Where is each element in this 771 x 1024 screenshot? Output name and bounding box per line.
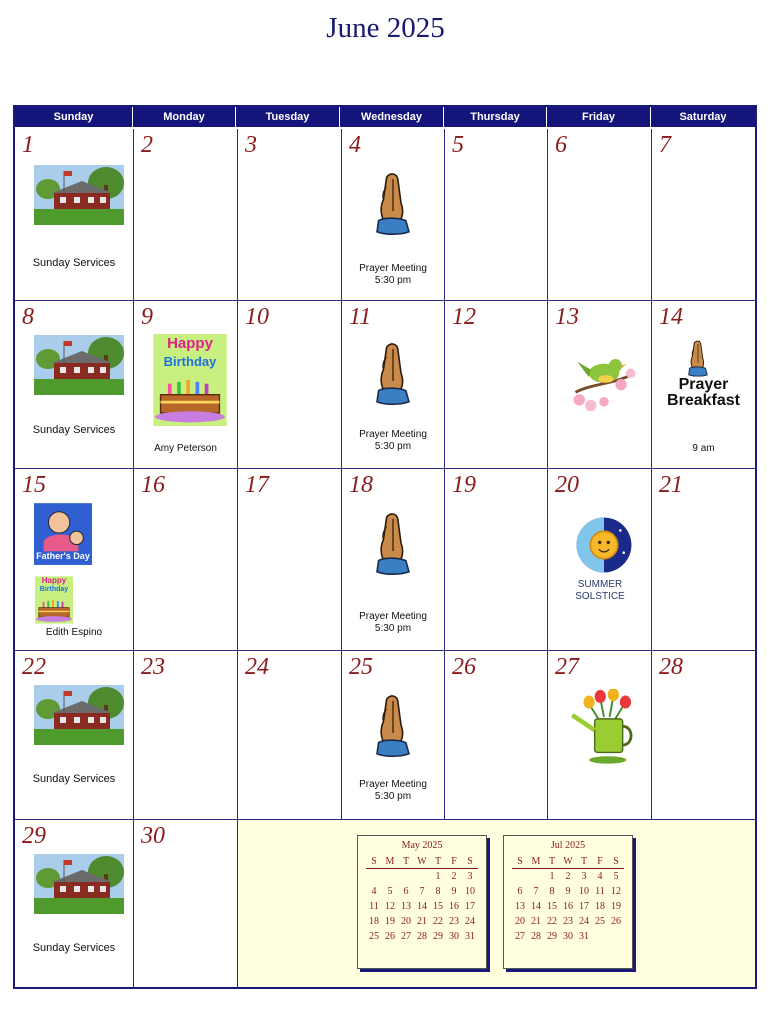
weekday-monday: Monday (133, 107, 236, 127)
mini-day: 17 (579, 901, 589, 912)
day-number: 26 (452, 654, 476, 680)
mini-day: 10 (465, 886, 475, 897)
happy-text: Happy (41, 576, 67, 585)
weekday-thursday: Thursday (444, 107, 547, 127)
mini-day: 1 (549, 871, 555, 882)
event-time: 5:30 pm (374, 275, 412, 286)
mini-day: 5 (613, 871, 619, 882)
church-photo (34, 165, 124, 225)
mini-day: 20 (401, 916, 411, 927)
mini-day (382, 869, 398, 885)
weekday-tuesday: Tuesday (236, 107, 340, 127)
day-cell-18[interactable] (342, 469, 445, 651)
event-label: Prayer Meeting (359, 611, 427, 622)
mini-day: 26 (611, 916, 621, 927)
mini-day: 12 (611, 886, 621, 897)
event-label: Sunday Services (32, 773, 116, 785)
mini-day: 14 (417, 901, 427, 912)
mini-calendar-next (503, 835, 633, 969)
day-cell-7[interactable] (652, 129, 755, 301)
praying-hands-icon (369, 167, 417, 239)
day-number: 12 (452, 304, 476, 330)
mini-day (414, 869, 430, 885)
mini-calendar-table (366, 854, 478, 944)
mini-dow: W (414, 854, 430, 869)
birthday-cake-icon (153, 334, 227, 426)
day-cell-6[interactable] (548, 129, 652, 301)
day-cell-22[interactable] (15, 651, 134, 820)
day-cell-2[interactable] (134, 129, 238, 301)
praying-hands-icon (684, 337, 712, 379)
day-number: 23 (141, 654, 165, 680)
day-cell-14[interactable] (652, 301, 755, 469)
mini-day (528, 869, 544, 885)
day-cell-15[interactable] (15, 469, 134, 651)
mini-day: 24 (465, 916, 475, 927)
day-cell-1[interactable] (15, 129, 134, 301)
praying-hands-icon (369, 689, 417, 761)
day-cell-27[interactable] (548, 651, 652, 820)
mini-dow: S (462, 854, 478, 869)
day-number: 4 (349, 132, 361, 158)
day-number: 25 (349, 654, 373, 680)
mini-day: 9 (565, 886, 571, 897)
day-cell-13[interactable] (548, 301, 652, 469)
mini-day: 6 (517, 886, 523, 897)
day-number: 11 (349, 304, 372, 330)
mini-day: 31 (579, 931, 589, 942)
day-number: 7 (659, 132, 671, 158)
mini-day: 12 (385, 901, 395, 912)
day-cell-16[interactable] (134, 469, 238, 651)
event-label: Sunday Services (32, 257, 116, 269)
day-number: 19 (452, 472, 476, 498)
day-cell-4[interactable] (342, 129, 445, 301)
mini-day (512, 869, 528, 885)
mini-dow: T (430, 854, 446, 869)
birthday-text: Birthday (163, 354, 217, 369)
mini-day: 15 (547, 901, 557, 912)
day-number: 14 (659, 304, 683, 330)
day-number: 27 (555, 654, 579, 680)
mini-day: 2 (451, 871, 457, 882)
mini-day (366, 869, 382, 885)
day-number: 13 (555, 304, 579, 330)
fathers-day-icon (34, 503, 92, 565)
fathers-day-text: Father's Day (36, 551, 90, 561)
day-number: 30 (141, 823, 165, 849)
day-cell-20[interactable] (548, 469, 652, 651)
mini-dow: M (382, 854, 398, 869)
mini-day: 30 (449, 931, 459, 942)
mini-day: 23 (563, 916, 573, 927)
day-number: 15 (22, 472, 46, 498)
day-cell-10[interactable] (238, 301, 342, 469)
day-cell-5[interactable] (445, 129, 548, 301)
day-cell-3[interactable] (238, 129, 342, 301)
mini-day: 19 (611, 901, 621, 912)
church-photo (34, 854, 124, 914)
mini-day: 3 (467, 871, 473, 882)
mini-day: 16 (449, 901, 459, 912)
day-number: 29 (22, 823, 46, 849)
mini-day: 11 (595, 886, 605, 897)
weekday-wednesday: Wednesday (340, 107, 444, 127)
mini-day: 7 (533, 886, 539, 897)
event-label: Sunday Services (32, 424, 116, 436)
mini-dow: F (592, 854, 608, 869)
mini-dow: W (560, 854, 576, 869)
mini-calendar-title: May 2025 (401, 840, 443, 851)
mini-dow: T (398, 854, 414, 869)
mini-day: 1 (435, 871, 441, 882)
mini-day: 29 (547, 931, 557, 942)
day-cell-12[interactable] (445, 301, 548, 469)
mini-day: 15 (433, 901, 443, 912)
mini-dow: M (528, 854, 544, 869)
day-number: 22 (22, 654, 46, 680)
day-cell-24[interactable] (238, 651, 342, 820)
mini-dow: F (446, 854, 462, 869)
mini-day: 8 (435, 886, 441, 897)
event-label: Prayer Meeting (359, 263, 427, 274)
summer-text: SUMMER (577, 579, 623, 590)
day-cell-30[interactable] (134, 820, 238, 987)
mini-day: 23 (449, 916, 459, 927)
mini-day: 2 (565, 871, 571, 882)
birthday-name: Amy Peterson (154, 443, 217, 454)
mini-day: 6 (403, 886, 409, 897)
mini-dow: T (576, 854, 592, 869)
mini-day: 30 (563, 931, 573, 942)
mini-day: 25 (595, 916, 605, 927)
watering-can-flowers-icon (566, 689, 642, 773)
day-cell-25[interactable] (342, 651, 445, 820)
mini-calendar-prev (357, 835, 487, 969)
mini-day: 18 (369, 916, 379, 927)
sun-moon-icon (574, 515, 634, 575)
mini-day: 20 (515, 916, 525, 927)
day-cell-8[interactable] (15, 301, 134, 469)
happy-text: Happy (167, 335, 213, 352)
mini-day: 27 (515, 931, 525, 942)
day-number: 10 (245, 304, 269, 330)
day-cell-28[interactable] (652, 651, 755, 820)
day-number: 3 (245, 132, 257, 158)
mini-day: 21 (417, 916, 427, 927)
event-label: Prayer Meeting (359, 779, 427, 790)
day-cell-21[interactable] (652, 469, 755, 651)
day-number: 6 (555, 132, 567, 158)
church-photo (34, 685, 124, 745)
day-cell-17[interactable] (238, 469, 342, 651)
day-cell-19[interactable] (445, 469, 548, 651)
weekday-sunday: Sunday (15, 107, 133, 127)
mini-day: 10 (579, 886, 589, 897)
day-cell-29[interactable] (15, 820, 134, 987)
weekday-friday: Friday (547, 107, 651, 127)
calendar-grid (13, 105, 757, 989)
event-time: 5:30 pm (374, 791, 412, 802)
mini-day (592, 929, 608, 944)
prayer-text: Prayer (678, 376, 729, 393)
church-photo (34, 335, 124, 395)
day-cell-9[interactable] (134, 301, 238, 469)
mini-day (608, 929, 624, 944)
day-number: 8 (22, 304, 34, 330)
mini-dow: T (544, 854, 560, 869)
mini-day: 18 (595, 901, 605, 912)
mini-day (398, 869, 414, 885)
mini-day: 25 (369, 931, 379, 942)
mini-day: 8 (549, 886, 555, 897)
mini-dow: S (608, 854, 624, 869)
day-cell-23[interactable] (134, 651, 238, 820)
mini-day: 13 (515, 901, 525, 912)
mini-day: 24 (579, 916, 589, 927)
day-number: 2 (141, 132, 153, 158)
praying-hands-icon (369, 337, 417, 409)
mini-day: 21 (531, 916, 541, 927)
mini-day: 4 (371, 886, 377, 897)
mini-day: 16 (563, 901, 573, 912)
birthday-cake-icon (35, 575, 73, 625)
mini-day: 13 (401, 901, 411, 912)
mini-dow: S (366, 854, 382, 869)
mini-day: 17 (465, 901, 475, 912)
day-cell-26[interactable] (445, 651, 548, 820)
birthday-name: Edith Espino (45, 627, 103, 638)
event-time: 5:30 pm (374, 441, 412, 452)
day-number: 28 (659, 654, 683, 680)
breakfast-text: Breakfast (667, 392, 740, 409)
mini-day: 31 (465, 931, 475, 942)
day-number: 24 (245, 654, 269, 680)
day-number: 9 (141, 304, 153, 330)
solstice-text: SOLSTICE (575, 591, 625, 602)
day-number: 20 (555, 472, 579, 498)
mini-calendar-table (512, 854, 624, 944)
bird-blossom-icon (566, 335, 642, 421)
day-cell-11[interactable] (342, 301, 445, 469)
mini-day: 14 (531, 901, 541, 912)
mini-day: 28 (531, 931, 541, 942)
birthday-text: Birthday (39, 586, 69, 593)
mini-day: 3 (581, 871, 587, 882)
event-time: 9 am (692, 443, 715, 454)
mini-day: 22 (547, 916, 557, 927)
day-number: 16 (141, 472, 165, 498)
praying-hands-icon (369, 507, 417, 579)
mini-calendar-title: Jul 2025 (550, 840, 586, 851)
page-title: June 2025 (326, 12, 445, 44)
event-time: 5:30 pm (374, 623, 412, 634)
day-number: 17 (245, 472, 269, 498)
mini-day: 28 (417, 931, 427, 942)
mini-day: 7 (419, 886, 425, 897)
weekday-saturday: Saturday (679, 111, 727, 123)
day-number: 18 (349, 472, 373, 498)
mini-calendar-area (238, 820, 755, 987)
day-number: 1 (22, 132, 34, 158)
mini-day: 11 (369, 901, 379, 912)
day-number: 21 (659, 472, 683, 498)
mini-day: 29 (433, 931, 443, 942)
day-number: 5 (452, 132, 464, 158)
weekday-header (15, 107, 755, 129)
mini-dow: S (512, 854, 528, 869)
mini-day: 4 (597, 871, 603, 882)
mini-day: 5 (387, 886, 393, 897)
event-label: Prayer Meeting (359, 429, 427, 440)
mini-day: 27 (401, 931, 411, 942)
event-label: Sunday Services (32, 942, 116, 954)
mini-day: 26 (385, 931, 395, 942)
mini-day: 22 (433, 916, 443, 927)
mini-day: 19 (385, 916, 395, 927)
mini-day: 9 (451, 886, 457, 897)
